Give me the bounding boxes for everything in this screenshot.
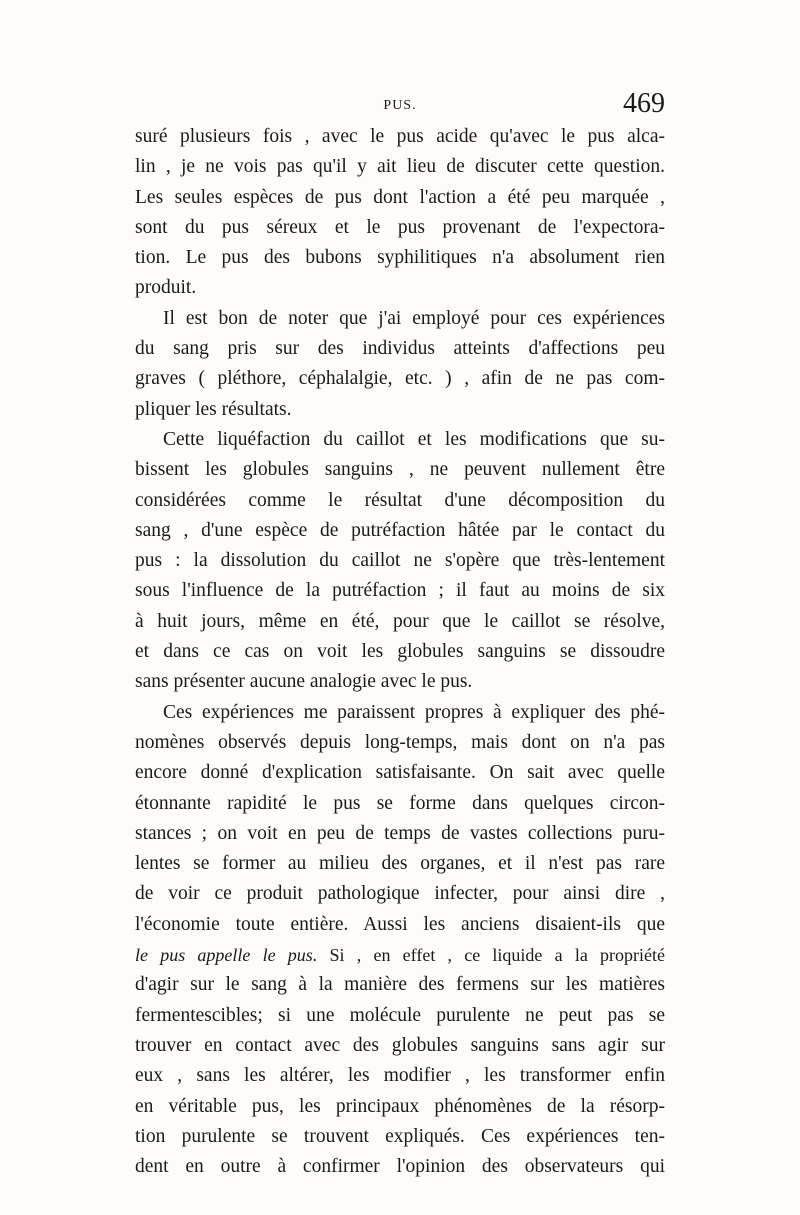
text-line: tion. Le pus des bubons syphilitiques n'a absolument rien: [135, 247, 665, 269]
text-line: trouver en contact avec des globules sanguins sans agir sur: [135, 1034, 665, 1056]
text-line: [135, 940, 665, 970]
text-line: sans présenter aucune analogie avec le pus.: [135, 671, 473, 693]
text-line: encore donné d'explication satisfaisante. On sait avec quelle: [135, 762, 665, 784]
text-line: bissent les globules sanguins , ne peuvent nullement être: [135, 459, 665, 481]
text-line: pliquer les résultats.: [135, 398, 292, 420]
text-line: étonnante rapidité le pus se forme dans quelques circon-: [135, 792, 665, 814]
text-line: stances ; on voit en peu de temps de vastes collections puru-: [135, 822, 665, 844]
text-line: nomènes observés depuis long-temps, mais dont on n'a pas: [135, 731, 665, 753]
text-line: du sang pris sur des individus atteints d'affections peu: [135, 338, 665, 360]
text-line: pus : la dissolution du caillot ne s'opère que très-lentement: [135, 550, 665, 572]
text-line: sous l'influence de la putréfaction ; il faut au moins de six: [135, 580, 665, 602]
text-line: d'agir sur le sang à la manière des fermens sur les matières: [135, 974, 665, 996]
page-number: 469: [623, 88, 665, 119]
text-line: en véritable pus, les principaux phénomènes de la résorp-: [135, 1095, 665, 1117]
text-line: de voir ce produit pathologique infecter, pour ainsi dire ,: [135, 883, 665, 905]
text-line: lin , je ne vois pas qu'il y ait lieu de discuter cette question.: [135, 156, 665, 178]
text-line: dent en outre à confirmer l'opinion des observateurs qui: [135, 1156, 665, 1178]
text-line: produit.: [135, 277, 197, 299]
text-line: eux , sans les altérer, les modifier , les transformer enfin: [135, 1065, 665, 1087]
text-line: Cette liquéfaction du caillot et les modifications que su-: [163, 428, 665, 450]
text-line: Il est bon de noter que j'ai employé pour ces expériences: [163, 307, 665, 329]
body-text: [135, 122, 665, 1182]
text-line: sont du pus séreux et le pus provenant de l'expectora-: [135, 216, 665, 238]
text-line: sang , d'une espèce de putréfaction hâtée par le contact du: [135, 519, 665, 541]
text-line: tion purulente se trouvent expliqués. Ces expériences ten-: [135, 1125, 665, 1147]
italic-phrase: le pus appelle le pus.: [135, 945, 318, 966]
text-line: et dans ce cas on voit les globules sanguins se dissoudre: [135, 641, 665, 663]
text-line: fermentescibles; si une molécule purulente ne peut pas se: [135, 1004, 665, 1026]
text-line: lentes se former au milieu des organes, et il n'est pas rare: [135, 853, 665, 875]
text-line: à huit jours, même en été, pour que le caillot se résolve,: [135, 610, 665, 632]
text-line: Ces expériences me paraissent propres à expliquer des phé-: [163, 701, 665, 723]
text-line: suré plusieurs fois , avec le pus acide qu'avec le pus alca-: [135, 126, 665, 147]
text-line: Les seules espèces de pus dont l'action a été peu marquée ,: [135, 186, 665, 208]
running-title: PUS.: [383, 98, 417, 113]
text-line: l'économie toute entière. Aussi les anciens disaient-ils que: [135, 913, 665, 935]
text-line: graves ( pléthore, céphalalgie, etc. ) , afin de ne pas com-: [135, 368, 665, 390]
text-line-rest: Si , en effet , ce liquide a la propriété: [317, 945, 665, 966]
text-line: considérées comme le résultat d'une décomposition du: [135, 489, 665, 511]
